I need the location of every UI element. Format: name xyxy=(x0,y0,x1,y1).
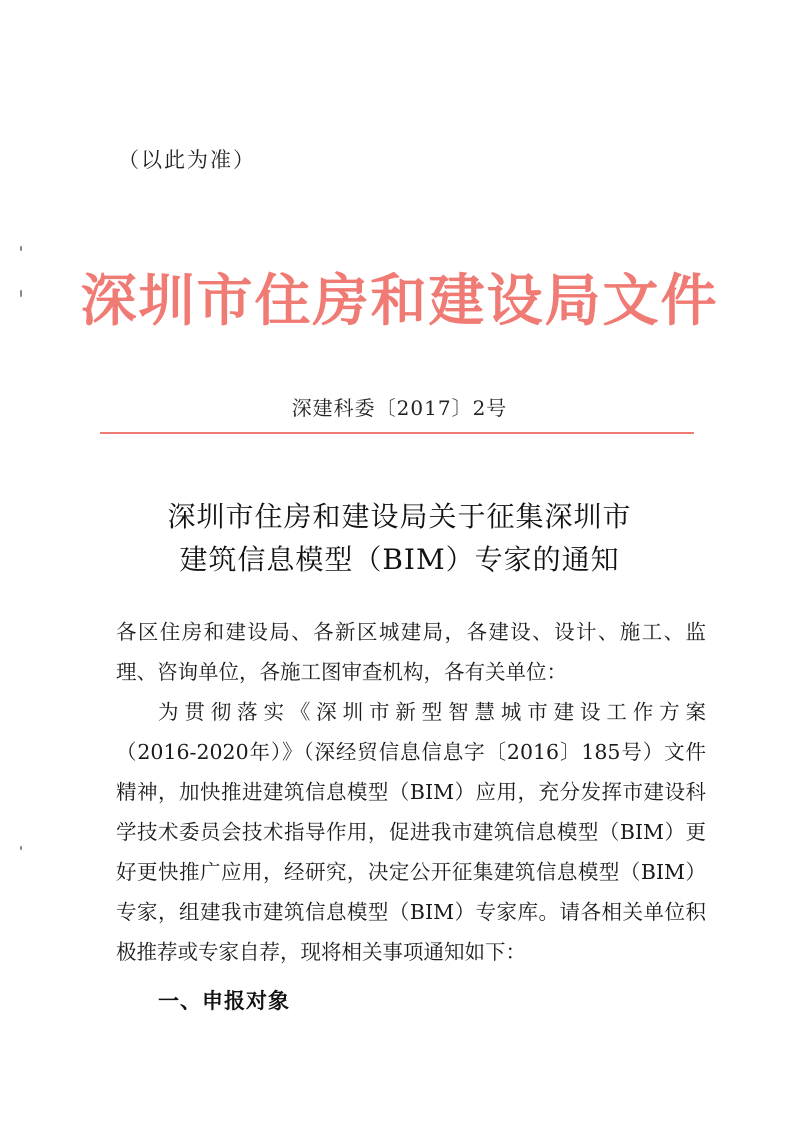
paragraph-line: 极推荐或专家自荐，现将相关事项通知如下： xyxy=(116,940,526,964)
addressee-line-1: 各区住房和建设局、各新区城建局，各建设、设计、施工、监 xyxy=(116,620,706,644)
notice-title-line-1: 深圳市住房和建设局关于征集深圳市 xyxy=(167,500,632,533)
paragraph-line: 为贯彻落实《深圳市新型智慧城市建设工作方案 xyxy=(158,700,706,724)
red-divider-line xyxy=(100,432,694,434)
letterhead-title: 深圳市住房和建设局文件 xyxy=(80,269,719,334)
paragraph-line: 专家，组建我市建筑信息模型（BIM）专家库。请各相关单位积 xyxy=(116,900,706,924)
scan-mark xyxy=(20,846,22,850)
paragraph-line: 好更快推广应用，经研究，决定公开征集建筑信息模型（BIM） xyxy=(116,860,706,884)
validity-note: （以此为准） xyxy=(118,148,256,172)
addressee-line-2: 理、咨询单位，各施工图审查机构，各有关单位： xyxy=(116,660,567,684)
notice-title-line-2: 建筑信息模型（BIM）专家的通知 xyxy=(179,543,620,576)
scan-mark xyxy=(20,246,22,251)
section-heading: 一、申报对象 xyxy=(158,989,290,1013)
document-number: 深建科委〔2017〕2号 xyxy=(291,396,508,420)
paragraph-line: 学技术委员会技术指导作用，促进我市建筑信息模型（BIM）更 xyxy=(116,820,706,844)
paragraph-line: 精神，加快推进建筑信息模型（BIM）应用，充分发挥市建设科 xyxy=(116,780,706,804)
paragraph-line: （2016-2020年）》（深经贸信息信息字〔2016〕185号）文件 xyxy=(116,740,706,764)
